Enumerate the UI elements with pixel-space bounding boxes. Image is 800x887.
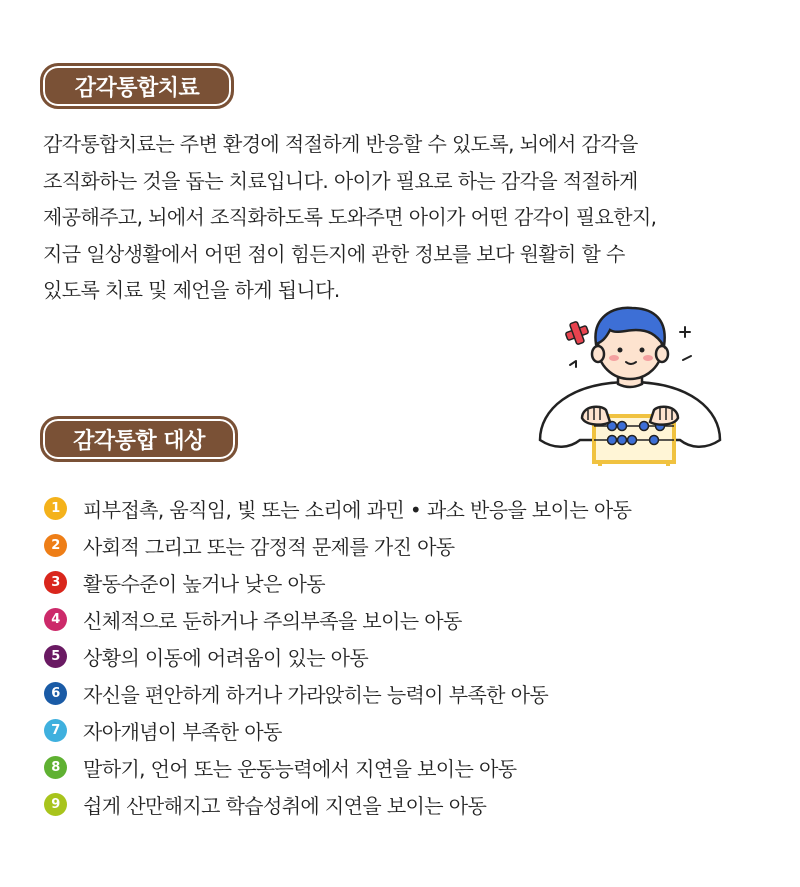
child-with-abacus-illustration	[530, 300, 730, 470]
number-circle-icon: 7	[44, 719, 67, 742]
list-item-text: 자신을 편안하게 하거나 가라앉히는 능력이 부족한 아동	[83, 683, 549, 707]
list-item-text: 말하기, 언어 또는 운동능력에서 지연을 보이는 아동	[83, 757, 517, 781]
list-item-text: 피부접촉, 움직임, 빛 또는 소리에 과민 • 과소 반응을 보이는 아동	[83, 498, 632, 522]
list-item	[44, 638, 631, 675]
sparkle-icon	[680, 327, 690, 337]
number-circle-icon: 9	[44, 793, 67, 816]
description-paragraph	[43, 126, 763, 309]
number-circle-icon: 8	[44, 756, 67, 779]
section-title: 감각통합 대상	[73, 428, 205, 454]
section-title-badge	[40, 63, 234, 109]
section-title-badge	[40, 416, 238, 462]
list-item-text: 신체적으로 둔하거나 주의부족을 보이는 아동	[83, 609, 462, 633]
number-circle-icon: 2	[44, 534, 67, 557]
list-item	[44, 712, 631, 749]
target-list	[44, 490, 631, 823]
number-circle-icon: 3	[44, 571, 67, 594]
plus-icon	[565, 321, 588, 344]
number-circle-icon: 4	[44, 608, 67, 631]
description-line: 있도록 치료 및 제언을 하게 됩니다.	[43, 278, 340, 302]
list-item	[44, 675, 631, 712]
list-item	[44, 527, 631, 564]
list-item-text: 자아개념이 부족한 아동	[83, 720, 282, 744]
list-item-text: 쉽게 산만해지고 학습성취에 지연을 보이는 아동	[83, 794, 487, 818]
section-title: 감각통합치료	[74, 75, 200, 101]
list-item	[44, 749, 631, 786]
number-circle-icon: 6	[44, 682, 67, 705]
list-item	[44, 490, 631, 527]
description-line: 감각통합치료는 주변 환경에 적절하게 반응할 수 있도록, 뇌에서 감각을	[43, 132, 638, 156]
description-line: 제공해주고, 뇌에서 조직화하도록 도와주면 아이가 어떤 감각이 필요한지,	[43, 205, 657, 229]
number-circle-icon: 1	[44, 497, 67, 520]
description-line: 지금 일상생활에서 어떤 점이 힘든지에 관한 정보를 보다 원활히 할 수	[43, 241, 625, 266]
list-item-text: 활동수준이 높거나 낮은 아동	[83, 572, 325, 596]
list-item-text: 사회적 그리고 또는 감정적 문제를 가진 아동	[83, 535, 455, 559]
description-line: 조직화하는 것을 돕는 치료입니다. 아이가 필요로 하는 감각을 적절하게	[43, 168, 638, 193]
list-item	[44, 564, 631, 601]
list-item-text: 상황의 이동에 어려움이 있는 아동	[83, 646, 369, 670]
list-item	[44, 786, 631, 823]
number-circle-icon: 5	[44, 645, 67, 668]
list-item	[44, 601, 631, 638]
